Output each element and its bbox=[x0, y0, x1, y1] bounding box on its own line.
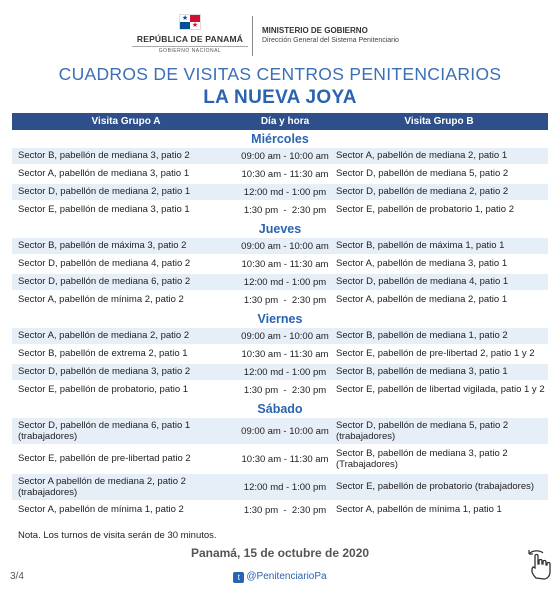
table-row bbox=[12, 238, 548, 254]
grupo-b-cell: Sector E, pabellón de probatorio (trabajadores) bbox=[336, 481, 535, 493]
page-title: CUADROS DE VISITAS CENTROS PENITENCIARIOS bbox=[58, 64, 502, 84]
twitter-icon: t bbox=[233, 572, 244, 583]
page-number: 3/4 bbox=[10, 571, 24, 582]
table-row bbox=[12, 346, 548, 362]
grupo-b-cell: Sector A, pabellón de mediana 3, patio 1 bbox=[336, 258, 508, 270]
day-heading: Jueves bbox=[258, 222, 302, 236]
grupo-a-cell: Sector A pabellón de mediana 2, patio 2 (trabajadores) bbox=[18, 475, 186, 498]
header bbox=[0, 14, 560, 64]
grupo-a-cell: Sector E, pabellón de pre-libertad patio 2 bbox=[18, 453, 191, 465]
grupo-b-cell: Sector D, pabellón de mediana 4, patio 1 bbox=[336, 276, 509, 288]
grupo-a-cell: Sector A, pabellón de mínima 1, patio 2 bbox=[18, 504, 184, 516]
grupo-a-cell: Sector B, pabellón de extrema 2, patio 1 bbox=[18, 348, 188, 360]
time-cell: 12:00 md - 1:00 pm bbox=[243, 481, 327, 493]
time-cell: 09:00 am - 10:00 am bbox=[241, 425, 329, 437]
grupo-b-cell: Sector A, pabellón de mínima 1, patio 1 bbox=[336, 504, 502, 516]
column-header-grupo-a: Visita Grupo A bbox=[91, 116, 161, 127]
time-cell: 09:00 am - 10:00 am bbox=[241, 330, 329, 342]
grupo-b-cell: Sector A, pabellón de mediana 2, patio 1 bbox=[336, 150, 508, 162]
time-cell: 10:30 am - 11:30 am bbox=[241, 168, 329, 180]
grupo-b-cell: Sector A, pabellón de mediana 2, patio 1 bbox=[336, 294, 508, 306]
table-row bbox=[12, 364, 548, 380]
direccion-name: Dirección General del Sistema Penitenciario bbox=[262, 37, 399, 44]
time-cell: 12:00 md - 1:00 pm bbox=[243, 276, 327, 288]
day-heading: Viernes bbox=[257, 312, 303, 326]
table-row bbox=[12, 292, 548, 308]
table-row bbox=[12, 502, 548, 518]
table-row bbox=[12, 446, 548, 472]
grupo-b-cell: Sector B, pabellón de mediana 3, patio 2 (Trabajadores) bbox=[336, 447, 508, 470]
grupo-a-cell: Sector A, pabellón de mediana 2, patio 2 bbox=[18, 330, 190, 342]
column-header-grupo-b: Visita Grupo B bbox=[404, 116, 474, 127]
table-row bbox=[12, 328, 548, 344]
table-row bbox=[12, 256, 548, 272]
visits-table bbox=[12, 113, 548, 520]
table-row bbox=[12, 418, 548, 444]
grupo-b-cell: Sector E, pabellón de pre-libertad 2, patio 1 y 2 bbox=[336, 348, 535, 360]
grupo-b-cell: Sector E, pabellón de probatorio 1, patio 2 bbox=[336, 204, 514, 216]
footer-date: Panamá, 15 de octubre de 2020 bbox=[190, 546, 370, 560]
panama-flag-icon: ★ ★ bbox=[179, 14, 201, 30]
grupo-b-cell: Sector D, pabellón de mediana 5, patio 2 (trabajadores) bbox=[336, 419, 509, 442]
grupo-a-cell: Sector A, pabellón de mínima 2, patio 2 bbox=[18, 294, 184, 306]
ministerio-name: MINISTERIO DE GOBIERNO bbox=[262, 26, 368, 35]
grupo-b-cell: Sector D, pabellón de mediana 2, patio 2 bbox=[336, 186, 509, 198]
time-cell: 1:30 pm - 2:30 pm bbox=[243, 504, 327, 516]
day-heading: Sábado bbox=[257, 402, 303, 416]
gobierno-nacional: GOBIERNO NACIONAL bbox=[132, 46, 248, 54]
table-row bbox=[12, 166, 548, 182]
grupo-a-cell: Sector D, pabellón de mediana 2, patio 1 bbox=[18, 186, 191, 198]
time-cell: 09:00 am - 10:00 am bbox=[241, 150, 329, 162]
grupo-a-cell: Sector D, pabellón de mediana 6, patio 2 bbox=[18, 276, 191, 288]
time-cell: 12:00 md - 1:00 pm bbox=[243, 366, 327, 378]
republica-logo bbox=[132, 14, 248, 54]
visit-note: Nota. Los turnos de visita serán de 30 minutos. bbox=[18, 530, 217, 541]
social-handle-text: @PenitenciarioPa bbox=[246, 571, 327, 582]
grupo-b-cell: Sector D, pabellón de mediana 5, patio 2 bbox=[336, 168, 509, 180]
social-handle[interactable] bbox=[0, 571, 560, 583]
table-row bbox=[12, 274, 548, 290]
time-cell: 1:30 pm - 2:30 pm bbox=[243, 384, 327, 396]
time-cell: 09:00 am - 10:00 am bbox=[241, 240, 329, 252]
grupo-b-cell: Sector B, pabellón de mediana 3, patio 1 bbox=[336, 366, 508, 378]
grupo-b-cell: Sector E, pabellón de libertad vigilada, patio 1 y 2 bbox=[336, 384, 545, 396]
table-row bbox=[12, 474, 548, 500]
page-subtitle: LA NUEVA JOYA bbox=[203, 87, 357, 108]
grupo-a-cell: Sector D, pabellón de mediana 3, patio 2 bbox=[18, 366, 191, 378]
time-cell: 12:00 md - 1:00 pm bbox=[243, 186, 327, 198]
table-row bbox=[12, 382, 548, 398]
day-heading: Miércoles bbox=[251, 132, 309, 146]
table-body bbox=[12, 130, 548, 518]
time-cell: 10:30 am - 11:30 am bbox=[241, 258, 329, 270]
grupo-b-cell: Sector B, pabellón de mediana 1, patio 2 bbox=[336, 330, 508, 342]
time-cell: 1:30 pm - 2:30 pm bbox=[243, 204, 327, 216]
time-cell: 10:30 am - 11:30 am bbox=[241, 348, 329, 360]
swipe-hand-icon bbox=[526, 548, 552, 582]
time-cell: 10:30 am - 11:30 am bbox=[241, 453, 329, 465]
grupo-a-cell: Sector D, pabellón de mediana 6, patio 1 (trabajadores) bbox=[18, 419, 191, 442]
republica-name: REPÚBLICA DE PANAMÁ bbox=[136, 34, 244, 44]
grupo-a-cell: Sector B, pabellón de mediana 3, patio 2 bbox=[18, 150, 190, 162]
table-row bbox=[12, 202, 548, 218]
grupo-a-cell: Sector A, pabellón de mediana 3, patio 1 bbox=[18, 168, 190, 180]
grupo-a-cell: Sector E, pabellón de mediana 3, patio 1 bbox=[18, 204, 190, 216]
grupo-b-cell: Sector B, pabellón de máxima 1, patio 1 bbox=[336, 240, 505, 252]
column-header-dia-hora: Día y hora bbox=[260, 116, 310, 127]
header-divider bbox=[252, 16, 253, 56]
time-cell: 1:30 pm - 2:30 pm bbox=[243, 294, 327, 306]
table-header bbox=[12, 113, 548, 130]
ministerio-logo bbox=[262, 26, 399, 44]
grupo-a-cell: Sector D, pabellón de mediana 4, patio 2 bbox=[18, 258, 191, 270]
table-row bbox=[12, 148, 548, 164]
grupo-a-cell: Sector E, pabellón de probatorio, patio 1 bbox=[18, 384, 189, 396]
grupo-a-cell: Sector B, pabellón de máxima 3, patio 2 bbox=[18, 240, 187, 252]
table-row bbox=[12, 184, 548, 200]
